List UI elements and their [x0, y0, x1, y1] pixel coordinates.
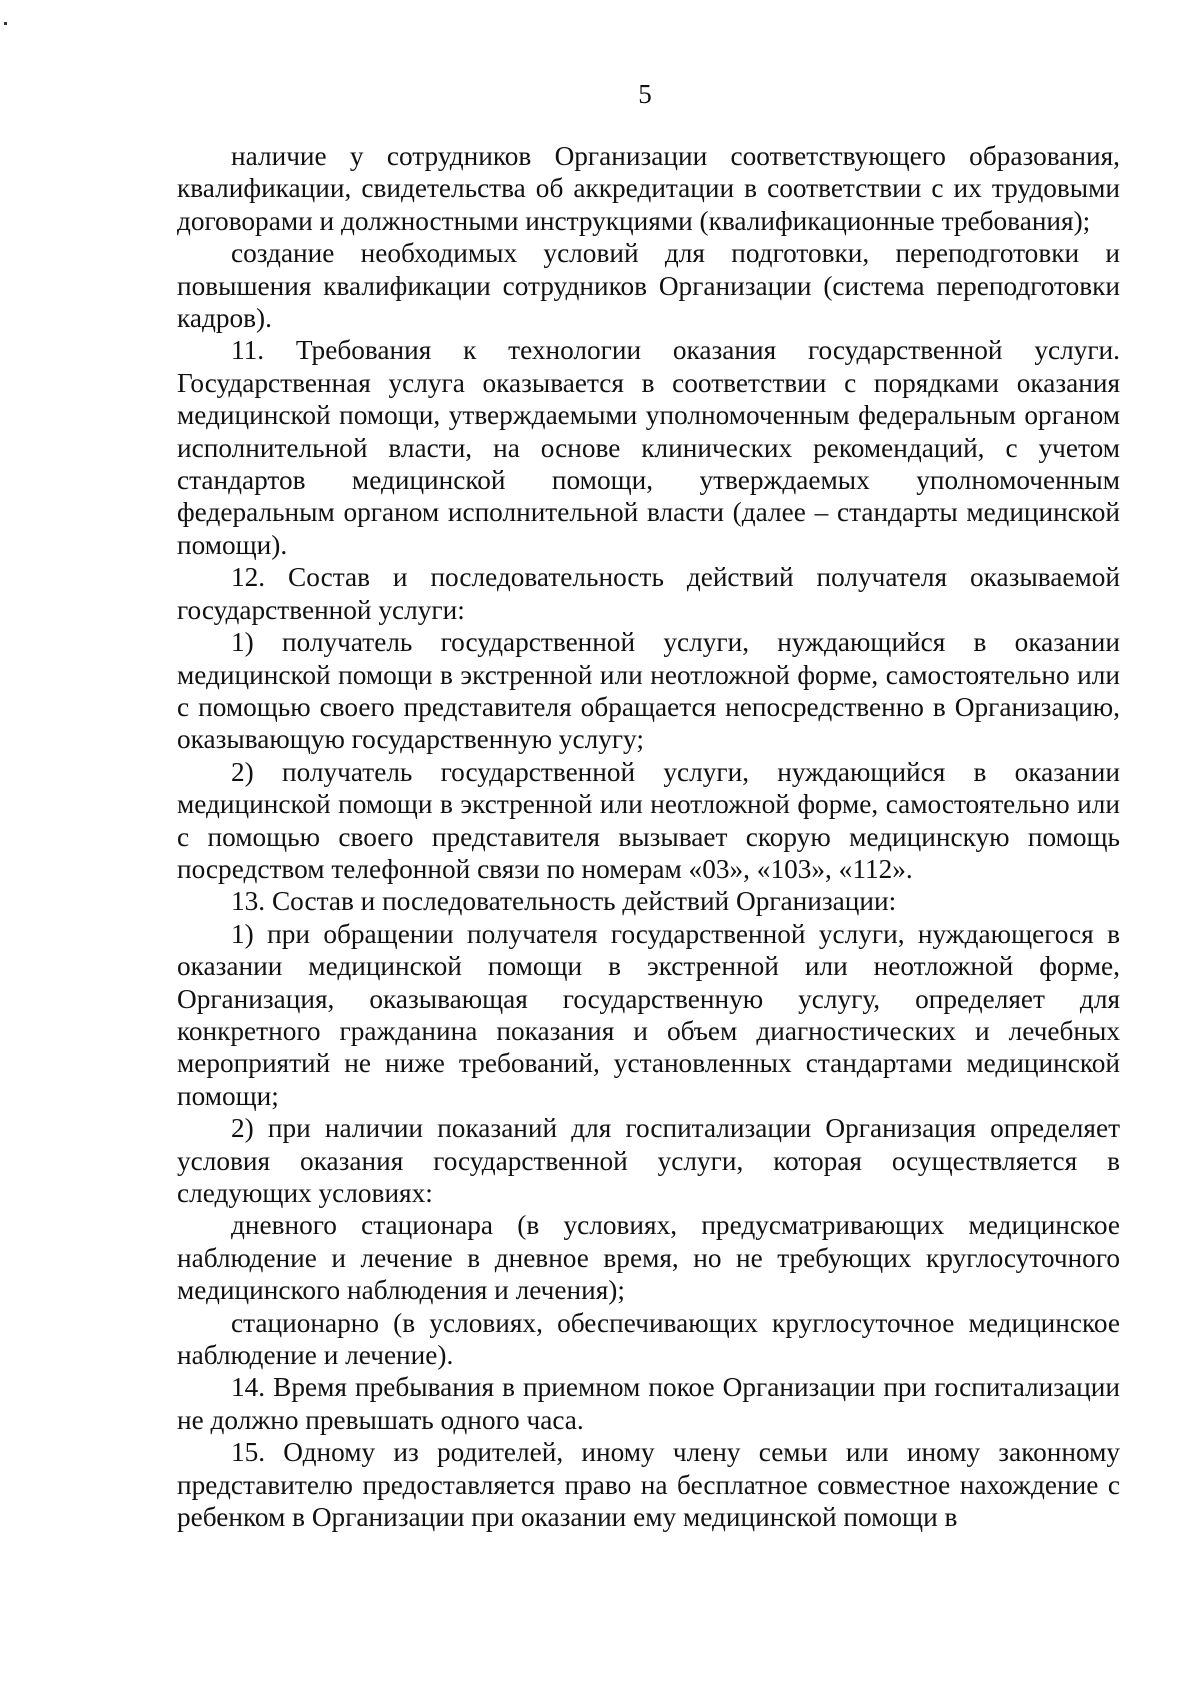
- paragraph-12-item-1: 1) получатель государственной услуги, нуждающийся в оказании медицинской помощи в экстренной или неотложной форме, самостоятельно или с помощью своего представителя обращается непосредственно в Организацию, оказывающую государственную услугу;: [177, 627, 1120, 755]
- page-number: 5: [638, 79, 652, 109]
- paragraph-12-item-2: 2) получатель государственной услуги, нуждающийся в оказании медицинской помощи в экстренной или неотложной форме, самостоятельно или с помощью своего представителя вызывает скорую медицинскую помощь посредством телефонной связи по номерам «03», «103», «112».: [177, 756, 1120, 884]
- paragraph-13-item-2: 2) при наличии показаний для госпитализации Организация определяет условия оказания государственной услуги, которая осуществляется в следующих условиях:: [177, 1113, 1120, 1208]
- paragraph-day-hospital: дневного стационара (в условиях, предусматривающих медицинское наблюдение и лечение в дневное время, но не требующих круглосуточного медицинского наблюдения и лечения);: [177, 1210, 1120, 1306]
- paragraph-inpatient: стационарно (в условиях, обеспечивающих круглосуточное медицинское наблюдение и лечение).: [177, 1307, 1120, 1371]
- document-body: [177, 140, 1120, 1533]
- paragraph-training-conditions: создание необходимых условий для подготовки, переподготовки и повышения квалификации сотрудников Организации (система переподготовки кадров).: [177, 238, 1120, 334]
- paragraph-14-admission-time: 14. Время пребывания в приемном покое Организации при госпитализации не должно превышать одного часа.: [177, 1372, 1120, 1435]
- paragraph-13-organization-actions: 13. Состав и последовательность действий Организации:: [231, 886, 897, 917]
- scan-mark: [4, 22, 7, 25]
- paragraph-12-recipient-actions: 12. Состав и последовательность действий получателя оказываемой государственной услуги:: [177, 562, 1120, 625]
- paragraph-staff-qualification: наличие у сотрудников Организации соответствующего образования, квалификации, свидетельства об аккредитации в соответствии с их трудовыми договорами и должностными инструкциями (квалификационные требования);: [177, 141, 1120, 236]
- paragraph-11-technology-requirements: 11. Требования к технологии оказания государственной услуги. Государственная услуга оказывается в соответствии с порядками оказания медицинской помощи, утверждаемыми уполномоченным федеральным органом исполнительной власти, на основе клинических рекомендаций, с учетом стандартов медицинской помощи, утверждаемых уполномоченным федеральным органом исполнительной власти (далее – стандарты медицинской помощи).: [177, 335, 1120, 560]
- paragraph-15-parent-stay: 15. Одному из родителей, иному члену семьи или иному законному представителю предоставляется право на бесплатное совместное нахождение с ребенком в Организации при оказании ему медицинской помощи в: [177, 1437, 1120, 1533]
- paragraph-13-item-1: 1) при обращении получателя государственной услуги, нуждающегося в оказании медицинской помощи в экстренной или неотложной форме, Организация, оказывающая государственную услугу, определяет для конкретного гражданина показания и объем диагностических и лечебных мероприятий не ниже требований, установленных стандартами медицинской помощи;: [177, 918, 1120, 1111]
